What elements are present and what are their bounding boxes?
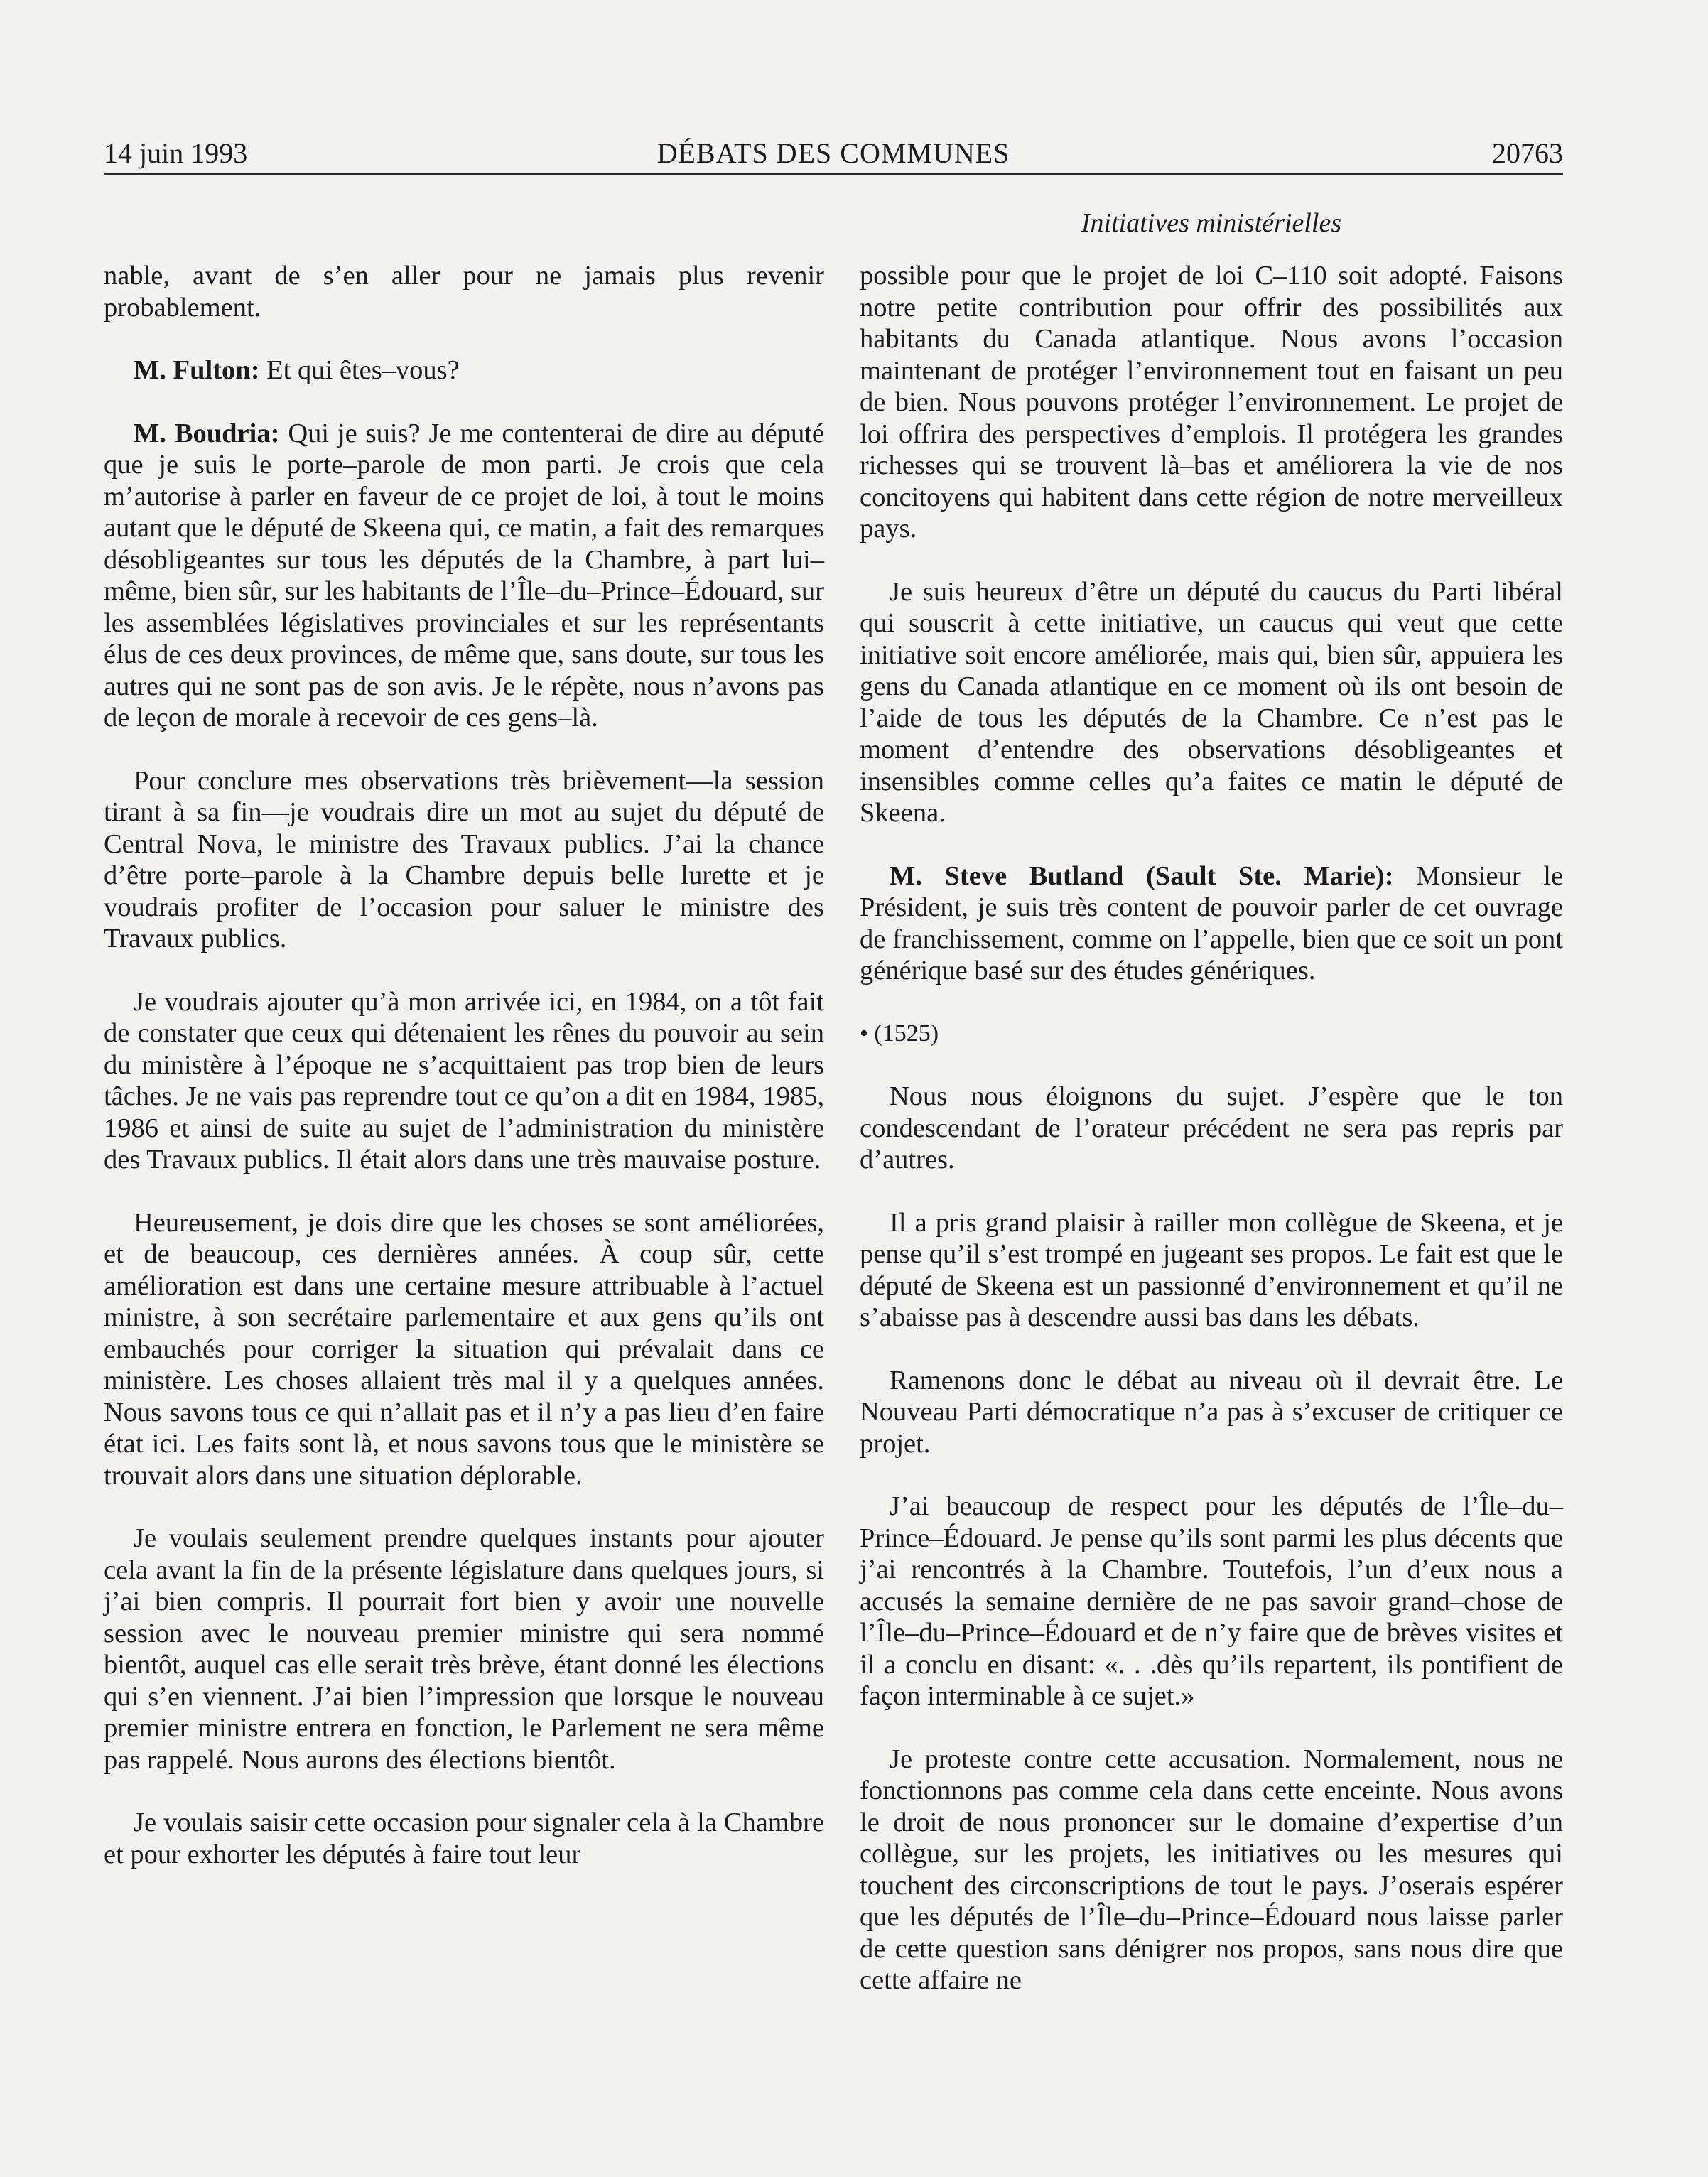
- time-marker: • (1525): [860, 1020, 939, 1047]
- left-column: [104, 260, 824, 1901]
- header-date: 14 juin 1993: [104, 137, 248, 169]
- speech-text: Monsieur le Président, je suis très content de pouvoir parler de cet ouvrage de franchissement, comme on l’appelle, bien que ce soit un pont générique basé sur des études génériques.: [860, 860, 1564, 985]
- header-page-number: 20763: [1492, 137, 1563, 169]
- speaker-name: M. Steve Butland (Sault Ste. Marie):: [890, 860, 1394, 891]
- page-header: [104, 132, 1563, 175]
- paragraph: J’ai beaucoup de respect pour les députés de l’Île–du–Prince–Édouard. Je pense qu’ils sont parmi les plus décents que j’ai rencontrés à la Chambre. Toutefois, l’un d’eux nous a accusés la semaine dernière de ne pas savoir grand–chose de l’Île–du–Prince–Édouard et de n’y faire que de brèves visites et il a conclu en disant: «. . .dès qu’ils repartent, ils pontifient de façon interminable à ce sujet.»: [860, 1491, 1563, 1711]
- paragraph: Heureusement, je dois dire que les choses se sont améliorées, et de beaucoup, ces dernières années. À coup sûr, cette amélioration est dans une certaine mesure attribuable à l’actuel ministre, à son secrétaire parlementaire et aux gens qu’ils ont embauchés pour corriger la situation qui prévalait dans ce ministère. Les choses allaient très mal il y a quelques années. Nous savons tous ce qui n’allait pas et il n’y a pas lieu d’en faire état ici. Les faits sont là, et nous savons tous que le ministère se trouvait alors dans une situation déplorable.: [104, 1207, 824, 1491]
- speaker-name: M. Boudria:: [134, 418, 280, 448]
- paragraph: [104, 355, 824, 387]
- header-title: DÉBATS DES COMMUNES: [656, 137, 1010, 169]
- paragraph: Je suis heureux d’être un député du caucus du Parti libéral qui souscrit à cette initiative, un caucus qui veut que cette initiative soit encore améliorée, mais qui, bien sûr, appuiera les gens du Canada atlantique en ce moment où ils ont besoin de l’aide de tous les députés de la Chambre. Ce n’est pas le moment d’entendre des observations désobligeantes et insensibles comme celles qu’a faites ce matin le député de Skeena.: [860, 576, 1563, 828]
- paragraph: Je voudrais ajouter qu’à mon arrivée ici, en 1984, on a tôt fait de constater que ceux qui détenaient les rênes du pouvoir au sein du ministère à l’époque ne s’acquittaient pas trop bien de leurs tâches. Je ne vais pas reprendre tout ce qu’on a dit en 1984, 1985, 1986 et ainsi de suite au sujet de l’administration du ministère des Travaux publics. Il était alors dans une très mauvaise posture.: [104, 986, 824, 1174]
- paragraph: [104, 418, 824, 734]
- paragraph: Ramenons donc le débat au niveau où il devrait être. Le Nouveau Parti démocratique n’a pas à s’excuser de critiquer ce projet.: [860, 1365, 1563, 1459]
- paragraph: Je proteste contre cette accusation. Normalement, nous ne fonctionnons pas comme cela dans cette enceinte. Nous avons le droit de nous prononcer sur le domaine d’expertise d’un collègue, sur les projets, les initiatives ou les mesures qui touchent des circonscriptions de tout le pays. J’oserais espérer que les députés de l’Île–du–Prince–Édouard nous laisse parler de cette question sans dénigrer nos propos, sans nous dire que cette affaire ne: [860, 1744, 1563, 1995]
- paragraph: Je voulais seulement prendre quelques instants pour ajouter cela avant la fin de la présente législature dans quelques jours, si j’ai bien compris. Il pourrait fort bien y avoir une nouvelle session avec le nouveau premier ministre qui sera nommé bientôt, auquel cas elle serait très brève, étant donné les élections qui s’en viennent. J’ai bien l’impression que lorsque le nouveau premier ministre entrera en fonction, le Parlement ne sera même pas rappelé. Nous aurons des élections bientôt.: [104, 1523, 824, 1775]
- paragraph: nable, avant de s’en aller pour ne jamais plus revenir probablement.: [104, 261, 824, 323]
- paragraph: Il a pris grand plaisir à railler mon collègue de Skeena, et je pense qu’il s’est trompé en jugeant ses propos. Le fait est que le député de Skeena est un passionné d’environnement et qu’il ne s’abaisse pas à descendre aussi bas dans les débats.: [860, 1207, 1563, 1332]
- section-label: Initiatives ministérielles: [1081, 208, 1342, 238]
- paragraph: [860, 860, 1563, 987]
- paragraph: Nous nous éloignons du sujet. J’espère que le ton condescendant de l’orateur précédent ne sera pas repris par d’autres.: [860, 1081, 1563, 1174]
- speech-text: Qui je suis? Je me contenterai de dire au député que je suis le porte–parole de mon parti. Je crois que cela m’autorise à parler en faveur de ce projet de loi, à tout le moins autant que le député de Skeena qui, ce matin, a fait des remarques désobligeantes sur tous les députés de la Chambre, à part lui–même, bien sûr, sur les habitants de l’Île–du–Prince–Édouard, sur les assemblées législatives provinciales et sur les représentants élus de ces deux provinces, de même que, sans doute, sur tous les autres qui ne sont pas de son avis. Je le répète, nous n’avons pas de leçon de morale à recevoir de ces gens–là.: [104, 418, 824, 733]
- paragraph: possible pour que le projet de loi C–110 soit adopté. Faisons notre petite contribution pour offrir des possibilités aux habitants du Canada atlantique. Nous avons l’occasion maintenant de protéger l’environnement tout en faisant un peu de bien. Nous pouvons protéger l’environnement. Le projet de loi offrira des perspectives d’emplois. Il protégera les grandes richesses qui se trouvent là–bas et améliorera la vie de nos concitoyens qui habitent dans cette région de notre merveilleux pays.: [860, 261, 1563, 544]
- paragraph: Je voulais saisir cette occasion pour signaler cela à la Chambre et pour exhorter les députés à faire tout leur: [104, 1808, 824, 1869]
- speech-text: Et qui êtes–vous?: [259, 355, 460, 385]
- right-column: [860, 260, 1563, 2028]
- paragraph: Pour conclure mes observations très brièvement—la session tirant à sa fin—je voudrais dire un mot au sujet du député de Central Nova, le ministre des Travaux publics. J’ai la chance d’être porte–parole à la Chambre depuis belle lurette et je voudrais profiter de l’occasion pour saluer le ministre des Travaux publics.: [104, 765, 824, 954]
- speaker-name: M. Fulton:: [134, 355, 260, 385]
